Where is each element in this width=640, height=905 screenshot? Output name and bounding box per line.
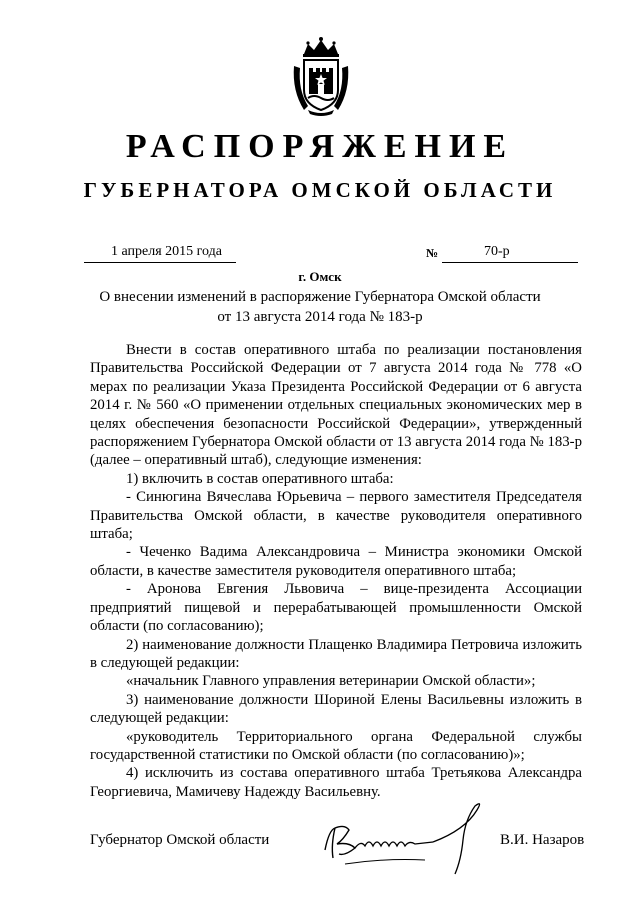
body-paragraph: «начальник Главного управления ветеринарии Омской области»;	[126, 673, 536, 690]
body-paragraph: 1) включить в состав оперативного штаба:	[126, 470, 394, 487]
number-sign: №	[426, 246, 439, 260]
signatory-name: В.И. Назаров	[500, 832, 585, 848]
body-paragraph: 4) исключить из состава оперативного штаба Третьякова Александра Георгиевича, Мамичеву Надежду Васильевну.	[90, 765, 582, 800]
handwritten-signature	[315, 800, 495, 880]
body-paragraph: - Синюгина Вячеслава Юрьевича – первого заместителя Председателя Правительства Омской области, в качестве руководителя оперативного штаба;	[90, 489, 582, 543]
number-underline	[442, 262, 578, 263]
document-number: 70-р	[484, 244, 510, 259]
document-heading	[90, 287, 550, 327]
document-title: РАСПОРЯЖЕНИЕ	[125, 128, 515, 165]
body-paragraph: «руководитель Территориального органа Федеральной службы государственной статистики по Омской области (по согласованию)»;	[90, 728, 582, 763]
date-field	[84, 244, 236, 260]
document-body	[90, 341, 582, 801]
body-paragraph: - Чеченко Вадима Александровича – Министра экономики Омской области, в качестве заместителя руководителя оперативного штаба;	[90, 544, 582, 579]
body-paragraph: Внести в состав оперативного штаба по реализации постановления Правительства Российской Федерации от 7 августа 2014 года № 778 «О мерах по реализации Указа Президента Российской Федерации от 6 августа 2014 г. № 560 «О применении отдельных специальных экономических мер в целях обеспечения безопасности Российской Федерации», утвержденный распоряжением Губернатора Омской области от 13 августа 2014 года № 183-р (далее – оперативный штаб), следующие изменения:	[90, 342, 582, 469]
document-date: 1 апреля 2015 года	[111, 244, 222, 259]
city-label: г. Омск	[298, 269, 342, 284]
signatory-position: Губернатор Омской области	[90, 832, 270, 848]
date-underline	[84, 262, 236, 263]
body-paragraph: 3) наименование должности Шориной Елены Васильевны изложить в следующей редакции:	[90, 691, 582, 727]
heading-line-1: О внесении изменений в распоряжение Губернатора Омской области	[99, 289, 541, 305]
document-subtitle: ГУБЕРНАТОРА ОМСКОЙ ОБЛАСТИ	[83, 178, 557, 202]
body-paragraph: - Аронова Евгения Львовича – вице-президента Ассоциации предприятий пищевой и перерабатывающей промышленности Омской области (по согласованию);	[90, 581, 582, 635]
body-paragraph: 2) наименование должности Плащенко Владимира Петровича изложить в следующей редакции:	[90, 636, 582, 671]
omsk-coat-of-arms-icon	[290, 36, 352, 118]
heading-line-2: от 13 августа 2014 года № 183-р	[217, 309, 423, 325]
